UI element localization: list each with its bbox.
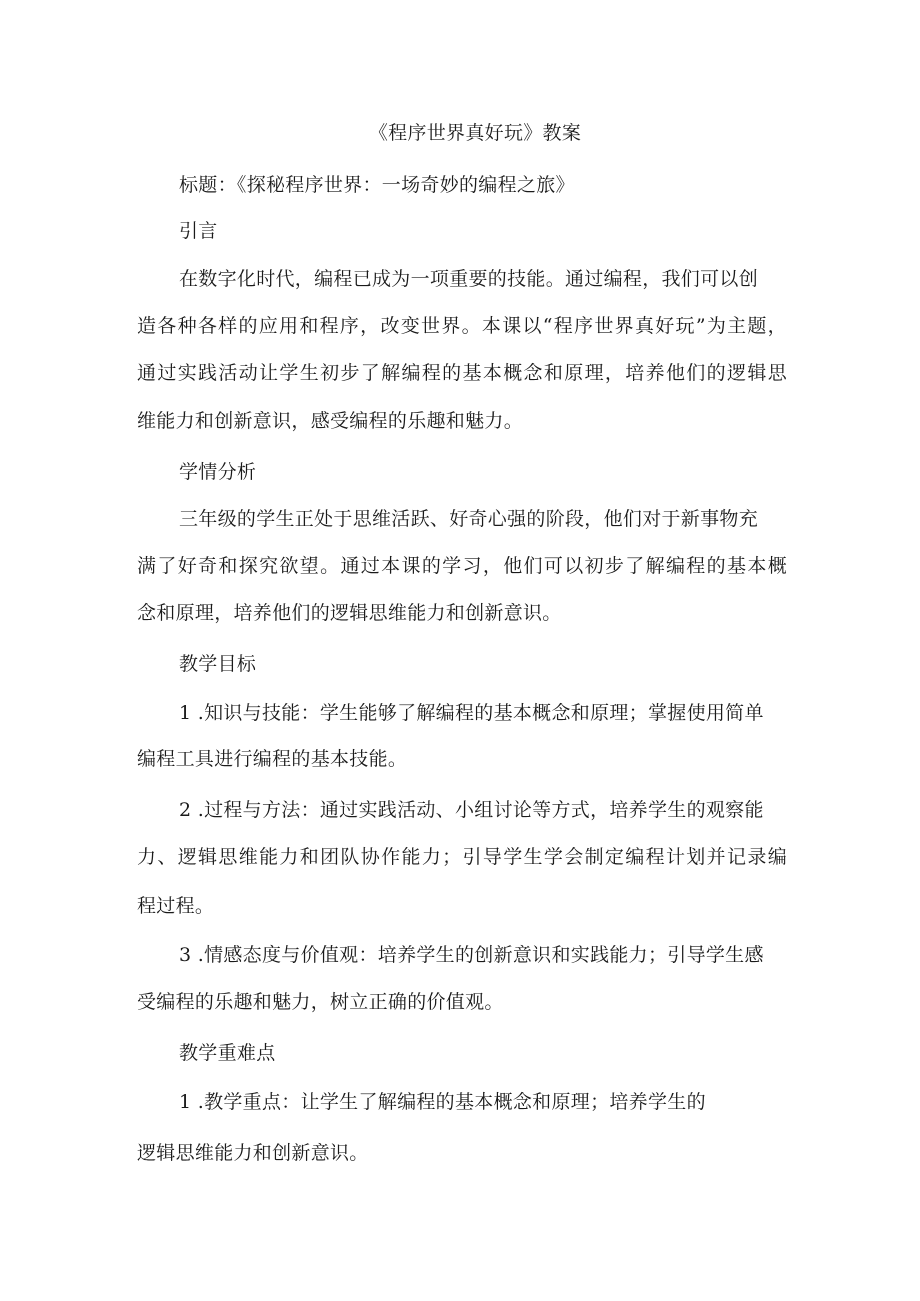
section-heading-analysis: 学情分析 <box>179 461 257 483</box>
paragraph-line: 念和原理，培养他们的逻辑思维能力和创新意识。 <box>137 602 562 624</box>
list-item: 2 .过程与方法：通过实践活动、小组讨论等方式，培养学生的观察能 <box>179 799 764 821</box>
paragraph-line: 维能力和创新意识，感受编程的乐趣和魅力。 <box>137 410 524 432</box>
section-heading-goals: 教学目标 <box>179 653 257 675</box>
paragraph-line: 通过实践活动让学生初步了解编程的基本概念和原理，培养他们的逻辑思 <box>137 362 787 384</box>
list-item-continuation: 力、逻辑思维能力和团队协作能力；引导学生学会制定编程计划并记录编 <box>137 846 787 868</box>
list-item: 1 .知识与技能：学生能够了解编程的基本概念和原理；掌握使用简单 <box>179 702 764 724</box>
list-item-continuation: 逻辑思维能力和创新意识。 <box>137 1142 369 1164</box>
list-item: 3 .情感态度与价值观：培养学生的创新意识和实践能力；引导学生感 <box>179 944 764 966</box>
list-item-continuation: 编程工具进行编程的基本技能。 <box>137 748 408 770</box>
list-item-continuation: 受编程的乐趣和魅力，树立正确的价值观。 <box>137 991 504 1013</box>
document-title: 《程序世界真好玩》教案 <box>368 122 582 144</box>
list-item: 1 .教学重点：让学生了解编程的基本概念和原理；培养学生的 <box>179 1091 706 1113</box>
lesson-heading: 标题：《探秘程序世界：一场奇妙的编程之旅》 <box>179 174 575 196</box>
section-heading-key-points: 教学重难点 <box>179 1042 276 1064</box>
paragraph-line: 满了好奇和探究欲望。通过本课的学习，他们可以初步了解编程的基本概 <box>137 555 787 577</box>
section-heading-intro: 引言 <box>179 220 218 242</box>
list-item-continuation: 程过程。 <box>137 895 215 917</box>
paragraph-line: 造各种各样的应用和程序，改变世界。本课以“程序世界真好玩”为主题， <box>137 315 787 337</box>
paragraph-line: 三年级的学生正处于思维活跃、好奇心强的阶段，他们对于新事物充 <box>179 508 759 530</box>
paragraph-line: 在数字化时代，编程已成为一项重要的技能。通过编程，我们可以创 <box>179 268 759 290</box>
